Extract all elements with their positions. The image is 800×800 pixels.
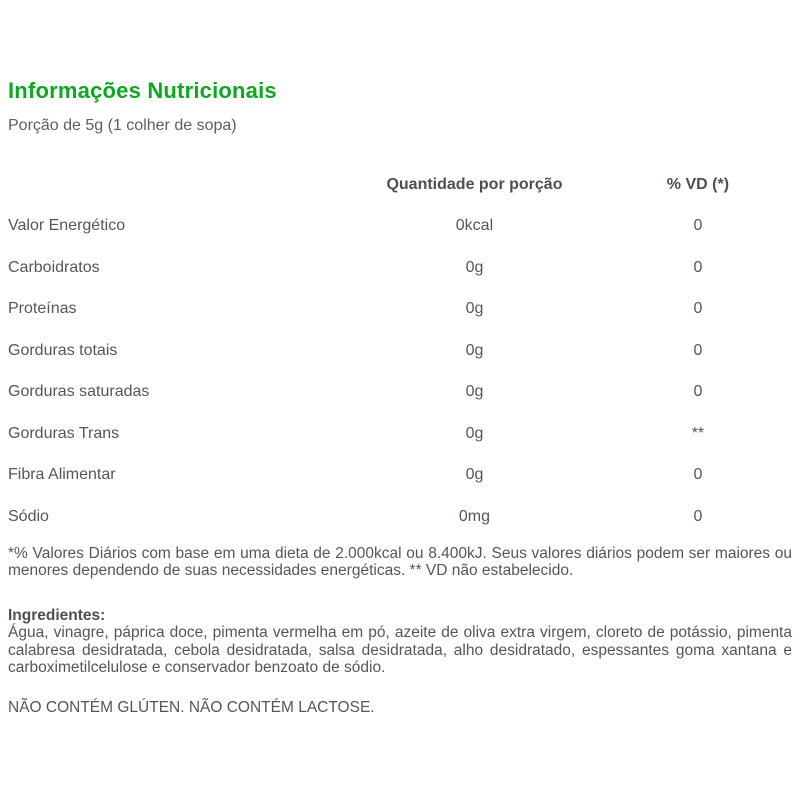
nutrient-dv: 0 — [693, 383, 703, 401]
nutrient-label: Sódio — [8, 507, 49, 525]
table-row — [8, 455, 792, 497]
nutrient-dv: 0 — [693, 466, 703, 484]
nutrient-label: Valor Energético — [8, 217, 126, 235]
page-title: Informações Nutricionais — [8, 78, 277, 103]
table-row — [8, 496, 792, 538]
daily-values-footnote: *% Valores Diários com base em uma dieta de 2.000kcal ou 8.400kJ. Seus valores diários podem ser maiores ou menores dependendo de suas necessidades energéticas. ** VD não estabelecido. — [8, 544, 792, 579]
nutrient-label: Proteínas — [8, 300, 77, 318]
nutrient-quantity: 0g — [465, 424, 484, 442]
nutrient-quantity: 0g — [465, 466, 484, 484]
allergen-statement: NÃO CONTÉM GLÚTEN. NÃO CONTÉM LACTOSE. — [8, 698, 375, 716]
nutrition-table — [8, 164, 792, 538]
nutrient-label: Gorduras totais — [8, 341, 118, 359]
nutrient-label: Gorduras saturadas — [8, 383, 150, 401]
ingredients-text: Água, vinagre, páprica doce, pimenta vermelha em pó, azeite de oliva extra virgem, cloreto de potássio, pimenta calabresa desidratada, cebola desidratada, salsa desidratada, alho desidratado, espessantes goma xantana e carboximetilcelulose e conservador benzoato de sódio. — [8, 624, 792, 676]
table-row — [8, 247, 792, 289]
ingredients-section — [8, 607, 792, 677]
column-header-quantity: Quantidade por porção — [386, 175, 563, 193]
serving-size-text: Porção de 5g (1 colher de sopa) — [8, 117, 237, 134]
nutrient-quantity: 0g — [465, 258, 484, 276]
nutrient-dv: 0 — [693, 341, 703, 359]
nutrient-dv: ** — [691, 424, 705, 442]
table-row — [8, 413, 792, 455]
nutrient-quantity: 0g — [465, 300, 484, 318]
column-header-item — [8, 164, 345, 206]
nutrient-quantity: 0kcal — [455, 217, 494, 235]
table-row — [8, 372, 792, 414]
nutrient-quantity: 0g — [465, 341, 484, 359]
nutrient-label: Carboidratos — [8, 258, 100, 276]
table-row — [8, 289, 792, 331]
nutrient-dv: 0 — [693, 258, 703, 276]
nutrient-label: Gorduras Trans — [8, 424, 120, 442]
nutrient-quantity: 0mg — [458, 507, 491, 525]
nutrient-dv: 0 — [693, 217, 703, 235]
column-header-dv: % VD (*) — [666, 175, 730, 193]
table-row — [8, 330, 792, 372]
nutrient-dv: 0 — [693, 507, 703, 525]
nutrient-label: Fibra Alimentar — [8, 466, 116, 484]
table-row — [8, 206, 792, 248]
nutrient-dv: 0 — [693, 300, 703, 318]
ingredients-heading: Ingredientes: — [8, 606, 106, 624]
nutrient-quantity: 0g — [465, 383, 484, 401]
table-header-row — [8, 164, 792, 206]
